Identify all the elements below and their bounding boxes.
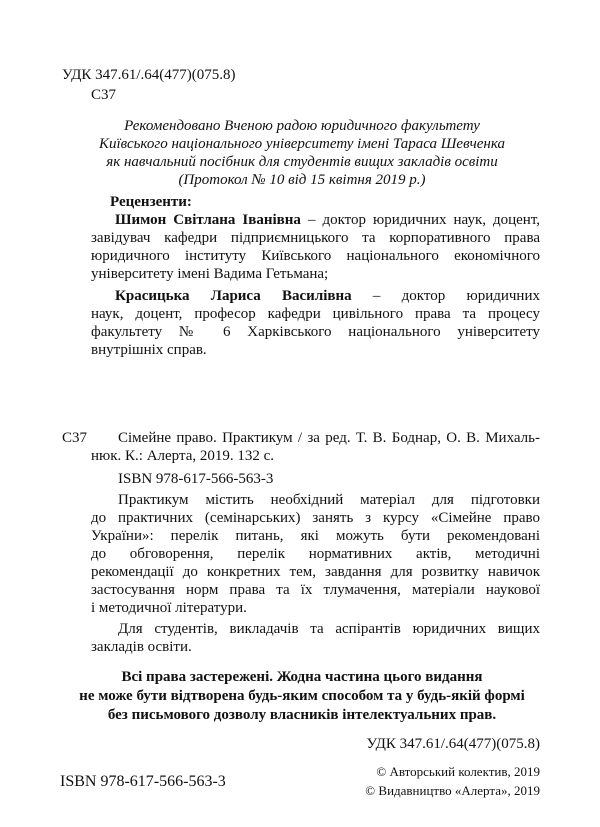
reviewer-1-line: завідувач кафедри підприємницького та корпоративного права <box>91 230 540 246</box>
reviewer-2-title: – доктор юридичних <box>351 288 540 304</box>
copyright-authors: © Авторський колектив, 2019 <box>376 764 540 779</box>
recommendation-line: Рекомендовано Вченою радою юридичного факультету <box>124 118 480 134</box>
udk-code-bottom: УДК 347.61/.64(477)(075.8) <box>366 736 540 752</box>
reviewer-1-name: Шимон Світлана Іванівна <box>115 212 301 228</box>
author-cipher: С37 <box>62 430 88 446</box>
reviewer-2-line: внутрішніх справ. <box>91 342 207 358</box>
reviewer-2-line: факультету № 6 Харківського національного університету <box>91 324 540 340</box>
audience-line: Для студентів, викладачів та аспірантів юридичних вищих <box>118 621 540 637</box>
reviewers-heading: Рецензенти: <box>110 194 192 210</box>
author-cipher-top: С37 <box>91 87 117 103</box>
reviewer-1-title: – доктор юридичних наук, доцент, <box>300 212 541 228</box>
rights-notice: не може бути відтворена будь-яким способом та у будь-якій формі <box>79 688 525 704</box>
audience-line: закладів освіти. <box>91 639 192 655</box>
rights-notice: Всі права застережені. Жодна частина цього видання <box>121 669 483 685</box>
copyright-publisher: © Видавництво «Алерта», 2019 <box>365 783 540 798</box>
annotation-line: Практикум містить необхідний матеріал для підготовки <box>118 492 540 508</box>
bibliographic-description: Сімейне право. Практикум / за ред. Т. В. Боднар, О. В. Михаль- <box>118 430 540 446</box>
annotation-line: рекомендації до конкретних тем, завдання для розвитку навичок <box>91 564 540 580</box>
annotation-line: до практичних (семінарських) занять з курсу «Сімейне право <box>91 510 540 526</box>
reviewer-1-line: університету імені Вадима Гетьмана; <box>91 266 329 282</box>
recommendation-line: як навчальний посібник для студентів вищих закладів освіти <box>106 154 498 170</box>
recommendation-protocol: (Протокол № 10 від 15 квітня 2019 р.) <box>178 172 426 188</box>
recommendation-line: Київського національного університету імені Тараса Шевченка <box>99 136 505 152</box>
reviewer-2-line <box>115 287 540 305</box>
annotation-line: і методичної літератури. <box>91 600 247 616</box>
reviewer-2-line: наук, доцент, професор кафедри цивільного права та процесу <box>91 306 540 322</box>
reviewer-1-line: юридичного інституту Київського національного економічного <box>91 248 540 264</box>
isbn: ISBN 978-617-566-563-3 <box>118 471 274 487</box>
isbn-bottom: ISBN 978-617-566-563-3 <box>60 773 226 790</box>
annotation-line: застосування норм права та їх тлумачення, матеріали наукової <box>91 582 540 598</box>
annotation-line: України»: перелік питань, які можуть бути рекомендовані <box>91 528 540 544</box>
rights-notice: без письмового дозволу власників інтелектуальних прав. <box>107 707 497 723</box>
reviewer-1-line <box>115 211 540 229</box>
udk-code-top: УДК 347.61/.64(477)(075.8) <box>62 67 236 83</box>
bibliographic-description: нюк. К.: Алерта, 2019. 132 с. <box>91 448 275 464</box>
annotation-line: до обговорення, перелік нормативних актів, методичні <box>91 546 540 562</box>
reviewer-2-name: Красицька Лариса Василівна <box>115 288 352 304</box>
